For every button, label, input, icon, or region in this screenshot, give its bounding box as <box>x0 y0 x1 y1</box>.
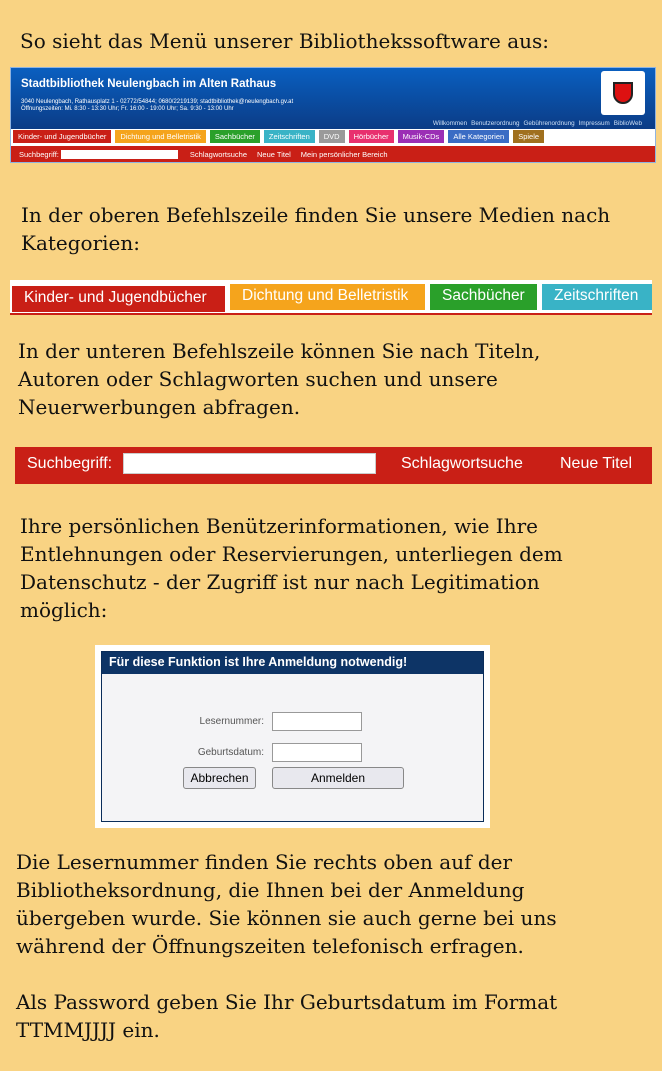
search-bar <box>11 146 655 162</box>
link-persoenlicher-bereich[interactable]: Mein persönlicher Bereich <box>300 149 388 159</box>
cancel-button[interactable]: Abbrechen <box>183 767 256 789</box>
upper-bar-text: In der oberen Befehlszeile finden Sie unsere Medien nach Kategorien: <box>21 203 611 255</box>
reader-number-input[interactable] <box>272 712 362 731</box>
search-input[interactable] <box>61 150 178 159</box>
link-schlagwortsuche[interactable]: Schlagwortsuche <box>401 455 523 472</box>
lower-bar-text: In der unteren Befehlszeile können Sie nach Titeln, Autoren oder Schlagworten suchen und unsere Neuerwerbungen abfragen. <box>18 339 541 419</box>
category-musik[interactable]: Musik-CDs <box>398 130 445 143</box>
town-logo <box>601 71 645 115</box>
birthdate-label: Geburtsdatum: <box>197 747 264 758</box>
link-benutzerordnung[interactable]: Benutzerordnung <box>471 120 520 127</box>
login-title: Für diese Funktion ist Ihre Anmeldung notwendig! <box>102 652 483 674</box>
banner-header <box>11 68 655 129</box>
reader-number-label: Lesernummer: <box>199 716 264 727</box>
search-input[interactable] <box>123 453 376 474</box>
link-gebuehrenordnung[interactable]: Gebührenordnung <box>523 120 575 127</box>
login-dialog <box>95 645 490 828</box>
category-hoerbuecher[interactable]: Hörbücher <box>349 130 394 143</box>
category-spiele[interactable]: Spiele <box>513 130 544 143</box>
search-label: Suchbegriff: <box>27 455 113 472</box>
banner-address: 3040 Neulengbach, Rathausplatz 1 - 02772/54844; 0680/2219139; stadtbibliothek@neulengbach.gv.at Öffnungszeiten: Mi. 8:30 - 13:30 Uhr; Fr. 16:00 - 19:00 Uhr; Sa. 9:30 - 13:00 Uhr <box>21 99 294 112</box>
link-neue-titel[interactable]: Neue Titel <box>560 455 633 472</box>
link-willkommen[interactable]: Willkommen <box>432 120 468 127</box>
category-alle[interactable]: Alle Kategorien <box>448 130 509 143</box>
search-bar-enlarged <box>15 447 652 484</box>
library-menu-screenshot <box>10 67 656 163</box>
category-sachbuecher[interactable]: Sachbücher <box>210 130 260 143</box>
category-dvd[interactable]: DVD <box>319 130 345 143</box>
category-zeitschriften[interactable]: Zeitschriften <box>542 284 652 310</box>
login-button[interactable]: Anmelden <box>272 767 404 789</box>
category-bar-enlarged <box>10 280 652 315</box>
category-dichtung[interactable]: Dichtung und Belletristik <box>230 284 425 310</box>
password-text: Als Password geben Sie Ihr Geburtsdatum im Format TTMMJJJJ ein. <box>16 990 558 1042</box>
category-bar <box>13 130 544 143</box>
banner-title: Stadtbibliothek Neulengbach im Alten Rathaus <box>21 78 277 90</box>
category-kinder[interactable]: Kinder- und Jugendbücher <box>12 286 225 312</box>
link-impressum[interactable]: Impressum <box>578 120 610 127</box>
search-label: Suchbegriff: <box>19 149 59 159</box>
intro-text: So sieht das Menü unserer Bibliothekssoftware aus: <box>20 29 550 53</box>
category-kinder[interactable]: Kinder- und Jugendbücher <box>13 130 111 143</box>
birthdate-input[interactable] <box>272 743 362 762</box>
link-neue-titel[interactable]: Neue Titel <box>257 149 291 159</box>
privacy-text: Ihre persönlichen Benützerinformationen, wie Ihre Entlehnungen oder Reservierungen, unterliegen dem Datenschutz - der Zugriff ist nur nach Legitimation möglich: <box>20 514 563 622</box>
category-dichtung[interactable]: Dichtung und Belletristik <box>115 130 205 143</box>
banner-links <box>433 120 642 127</box>
coat-of-arms-icon <box>613 82 633 104</box>
reader-number-text: Die Lesernummer finden Sie rechts oben auf der Bibliotheksordnung, die Ihnen bei der Anmeldung übergeben wurde. Sie können sie auch gerne bei uns während der Öffnungszeiten telefonisch erfragen. <box>16 850 557 958</box>
category-zeitschriften[interactable]: Zeitschriften <box>264 130 315 143</box>
link-biblioweb[interactable]: BiblioWeb <box>613 120 642 127</box>
link-schlagwortsuche[interactable]: Schlagwortsuche <box>189 149 248 159</box>
category-sachbuecher[interactable]: Sachbücher <box>430 284 537 310</box>
